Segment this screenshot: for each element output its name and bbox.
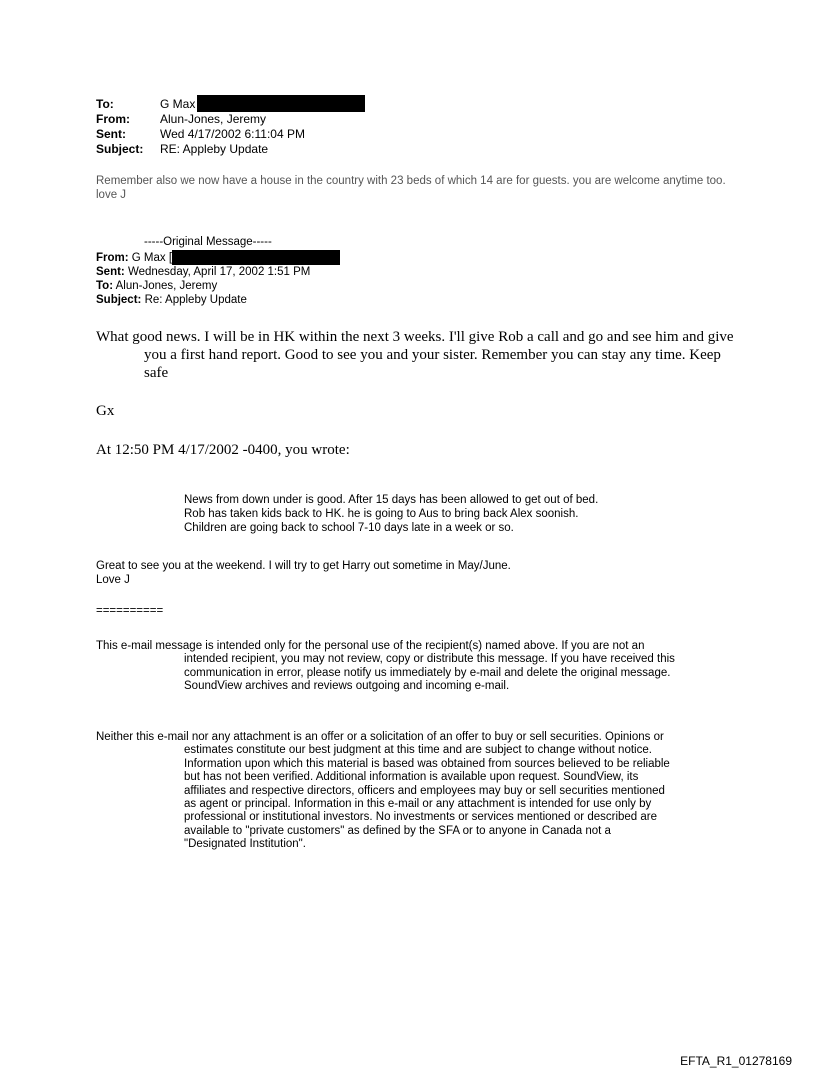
to-value: G Max xyxy=(160,97,196,111)
quoted-line: News from down under is good. After 15 days has been allowed to get out of bed. xyxy=(184,494,599,506)
intro-message xyxy=(96,174,736,202)
quoted-line: Children are going back to school 7-10 days late in a week or so. xyxy=(184,522,514,534)
from-row xyxy=(96,112,365,127)
document-id: EFTA_R1_01278169 xyxy=(680,1054,792,1068)
orig-sent-label: Sent: xyxy=(96,266,125,278)
from-value: Alun-Jones, Jeremy xyxy=(160,112,267,126)
original-message-header xyxy=(96,251,340,307)
orig-from-value: G Max [ xyxy=(131,252,173,264)
orig-from-label: From: xyxy=(96,252,129,264)
disclaimer-block xyxy=(96,640,676,694)
orig-sent-value: Wednesday, April 17, 2002 1:51 PM xyxy=(127,266,311,278)
closing-message xyxy=(96,559,511,587)
to-label: To: xyxy=(96,97,114,111)
sent-label: Sent: xyxy=(96,127,126,141)
intro-body: Remember also we now have a house in the country with 23 beds of which 14 are for guests. you are welcome anytime too. xyxy=(96,175,726,187)
securities-disclaimer-block xyxy=(96,731,676,852)
separator-line: ========== xyxy=(96,605,164,617)
disclaimer-paragraph: This e-mail message is intended only for the personal use of the recipient(s) named above. If you are not an intended recipient, you may not review, copy or distribute this message. If you have received this communication in error, please notify us immediately by e-mail and delete the original message. SoundView archives and reviews outgoing and incoming e-mail. xyxy=(96,640,675,693)
quoted-message xyxy=(184,493,684,535)
sent-row xyxy=(96,127,365,142)
intro-signoff: love J xyxy=(96,189,127,201)
email-header xyxy=(96,97,365,157)
reply-signoff: Gx xyxy=(96,403,115,419)
quoted-line: Rob has taken kids back to HK. he is going to Aus to bring back Alex soonish. xyxy=(184,508,579,520)
redaction-box xyxy=(172,250,340,265)
orig-sent-row xyxy=(96,265,340,279)
orig-to-row xyxy=(96,279,340,293)
orig-to-value: Alun-Jones, Jeremy xyxy=(115,280,218,292)
subject-row xyxy=(96,142,365,157)
subject-label: Subject: xyxy=(96,142,144,156)
reply-paragraph: What good news. I will be in HK within the next 3 weeks. I'll give Rob a call and go and see him and give you a first hand report. Good to see you and your sister. Remember you can stay any time. Keep safe xyxy=(96,329,734,381)
closing-signoff: Love J xyxy=(96,574,130,586)
reply-attribution: At 12:50 PM 4/17/2002 -0400, you wrote: xyxy=(96,442,350,458)
subject-value: RE: Appleby Update xyxy=(160,142,269,156)
redaction-box xyxy=(197,95,365,112)
orig-subject-row xyxy=(96,293,340,307)
sent-value: Wed 4/17/2002 6:11:04 PM xyxy=(160,127,305,141)
from-label: From: xyxy=(96,112,130,126)
orig-from-row xyxy=(96,251,340,265)
closing-line: Great to see you at the weekend. I will try to get Harry out sometime in May/June. xyxy=(96,560,511,572)
reply-body xyxy=(96,328,736,382)
disclaimer-paragraph: Neither this e-mail nor any attachment is an offer or a solicitation of an offer to buy or sell securities. Opinions or estimates constitute our best judgment at this time and are subject to change without notice. Information upon which this material is based was obtained from sources believed to be reliable but has not been verified. Additional information is available upon request. SoundView, its affiliates and respective directors, officers and employees may buy or sell securities mentioned as agent or principal. Information in this e-mail or any attachment is intended for use only by professional or institutional investors. No investments or services mentioned or described are available to "private customers" as defined by the SFA or to anyone in Canada not a "Designated Institution". xyxy=(96,731,670,851)
orig-subject-label: Subject: xyxy=(96,294,142,306)
orig-to-label: To: xyxy=(96,280,114,292)
original-message-divider: -----Original Message----- xyxy=(144,236,272,248)
orig-subject-value: Re: Appleby Update xyxy=(144,294,247,306)
to-row xyxy=(96,97,365,112)
